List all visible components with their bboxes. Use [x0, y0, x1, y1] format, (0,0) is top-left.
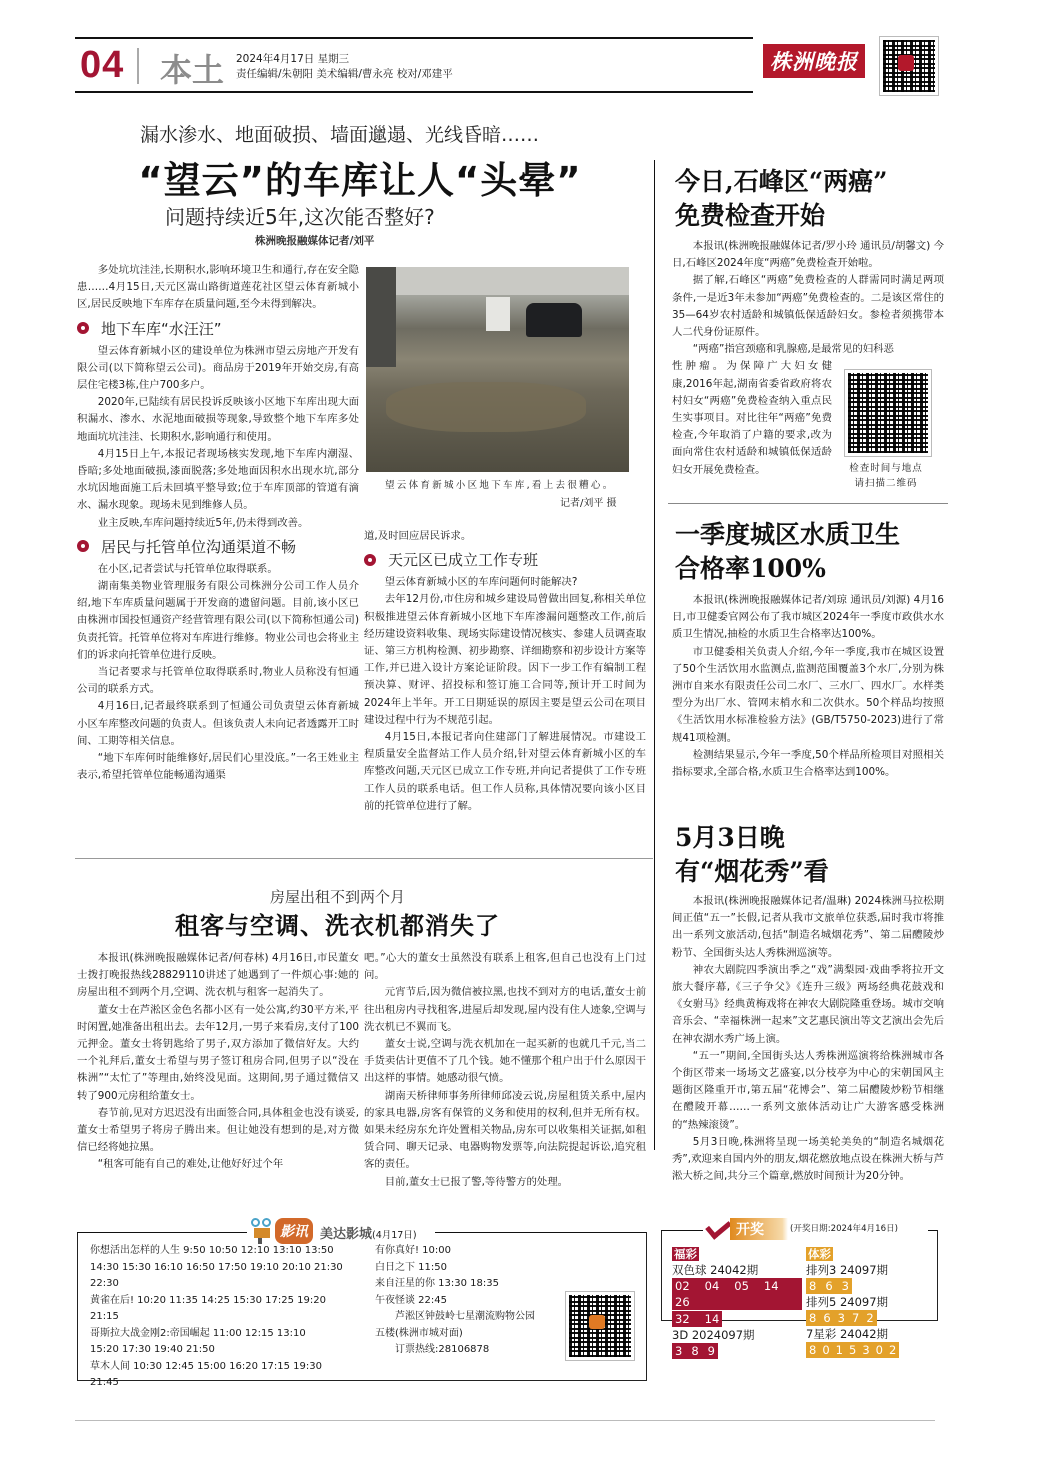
showtime-line: 你想活出怎样的人生 9:50 10:50 12:10 13:10 13:50 [90, 1245, 334, 1256]
projector-icon [251, 1218, 273, 1244]
water-headline-line2: 合格率100% [675, 554, 826, 583]
showtime-line: 白日之下 11:50 [375, 1261, 447, 1273]
showtime-line: 草木人间 10:30 12:45 15:00 16:20 17:15 19:30 [90, 1360, 322, 1372]
fc3d-label: 3D 2024097期 [672, 1328, 755, 1342]
cancer-paragraph: “两癌”指宫颈癌和乳腺癌,是最常见的妇科恶 [692, 343, 894, 356]
fireworks-paragraph: 神农大剧院四季演出季之“戏”满梨园·戏曲季将拉开文旅大餐序幕,《三子争父》《连升三级》两场经典花鼓戏和《女驸马》经典黄梅戏将在神农大剧院隆重登场。城市交响音乐会、“幸福株洲一起来”文艺惠民演出等文艺演出会先后在神农湖水秀广场上演。 [672, 963, 944, 1045]
qxc-label: 7星彩 24042期 [806, 1327, 889, 1341]
showtime-line: 15:20 17:30 19:40 21:50 [90, 1344, 215, 1355]
garage-photo [366, 267, 629, 472]
qr-caption-line2: 请扫描二维码 [854, 478, 918, 489]
cancer-qr-code[interactable] [845, 370, 931, 456]
water-paragraph: 检测结果显示,今年一季度,50个样品所检项目对照相关指标要求,全部合格,水质卫生合格率达到100%。 [672, 748, 944, 779]
showtime-line: 午夜怪谈 22:45 [375, 1294, 447, 1306]
fireworks-paragraph: 5月3日晚,株洲将呈现一场美轮美奂的“制造名城烟花秀”,欢迎来自国内外的朋友,烟花燃放地点设在株洲大桥与芦淞大桥之间,共分三个篇章,燃放时间预计为20分钟。 [672, 1135, 944, 1183]
pl5-label: 排列5 24097期 [806, 1295, 889, 1309]
showtime-line: 黄雀在后! 10:20 11:35 14:25 15:30 17:25 19:20 [90, 1294, 326, 1306]
cancer-paragraph: 性肿瘤。为保障广大妇女健康,2016年起,湖南省委省政府将农村妇女“两癌”免费检查纳入重点民生实事项目。对比往年“两癌”免费检查,今年取消了户籍的要求,改为面向常住农村适龄和城镇低保适龄妇女开展免费检查。 [672, 360, 832, 476]
lead-paragraph: 业主反映,车库问题持续近5年,仍未得到改善。 [97, 516, 309, 529]
lead-byline: 株洲晚报融媒体记者/刘平 [255, 235, 375, 247]
water-paragraph: 市卫健委相关负责人介绍,今年一季度,我市在城区设置了50个生活饮用水监测点,监测范围覆盖3个水厂,分别为株洲市自来水有限责任公司二水厂、三水厂、四水厂。水样类型分为出厂水、管网末梢水和二次供水。50个样品均按照《生活饮用水标准检验方法》(GB/T5750-2023)进行了常规41项检测。 [672, 645, 944, 744]
cancer-paragraph: 据了解,石峰区“两癌”免费检查的人群需同时满足两项条件,一是近3年未参加“两癌”免费检查的。二是该区常住的35—64岁农村适龄和城镇低保适龄妇女。参检者须携带本人二代身份证原件。 [672, 274, 944, 339]
cancer-paragraph: 本报讯(株洲晚报融媒体记者/罗小玲 通讯员/胡馨文) 今日,石峰区2024年度“两癌”免费检查开始啦。 [672, 240, 944, 270]
lead-kicker: 漏水渗水、地面破损、墙面邋遢、光线昏暗…… [140, 124, 540, 146]
rent-paragraph: 湖南天桥律师事务所律师邱凌云说,房屋租赁关系中,屋内的家具电器,房客有保管的义务和使用的权利,但并无所有权。如果未经房东允许处置相关物品,房东可以收集相关证据,如租赁合同、聊天记录、电器购物发票等,向法院提起诉讼,追究租客的责任。 [364, 1089, 646, 1171]
lead-paragraph: 去年12月份,市住房和城乡建设局曾做出回复,称相关单位积极推进望云体育新城小区地下车库渗漏问题整改工作,前后经历建设资料收集、现场实际建设情况核实、参建人员调查取证、第三方机构检测、初步勘察、详细勘察和初步设计方案等工作,并已进入设计方案论证阶段。因下一步工作有编制工程预决算、财评、招投标和签订施工合同等,预计开工时间为2024年上半年。开工日期延误的原因主要是望云公司在项目建设过程中行为不规范引起。 [364, 593, 646, 726]
photo-door [486, 297, 510, 331]
qr-caption-line1: 检查时间与地点 [849, 463, 923, 474]
cinema-box-top-left [77, 1232, 247, 1233]
lead-intro: 多处坑坑洼洼,长期积水,影响环境卫生和通行,存在安全隐患……4月15日,天元区嵩山路街道莲花社区望云体育新城小区,居民反映地下车库存在质量问题,至今未得到解决。 [77, 264, 359, 311]
pl5-balls: 8 6 3 7 2 [806, 1310, 877, 1326]
fucai-label: 福彩 [674, 1247, 697, 1261]
lead-paragraph: 4月16日,记者最终联系到了恒通公司负责望云体育新城小区车库整改问题的负责人。但该负责人未向记者透露开工时间、工期等相关信息。 [77, 700, 359, 747]
subhead-communication: 居民与托管单位沟通渠道不畅 [77, 536, 359, 557]
water-headline-line1: 一季度城区水质卫生 [675, 520, 901, 549]
cinema-address-line2: 五楼(株洲市城对面) [375, 1327, 463, 1339]
lottery-badge: 开奖 [730, 1218, 788, 1240]
lead-headline: “望云”的车库让人“头晕” [138, 159, 582, 202]
rent-paragraph: 目前,董女士已报了警,等待警方的处理。 [384, 1175, 569, 1188]
rent-paragraph: 董女士说,空调与洗衣机加在一起买新的也就几千元,当二手货卖估计更值不了几个钱。她不懂那个租户出于什么原因干出这样的事情。她感动很气愤。 [364, 1038, 646, 1085]
masthead-divider [137, 48, 139, 84]
ticai-label: 体彩 [808, 1247, 831, 1261]
cinema-badge: 影讯 [275, 1218, 313, 1244]
fireworks-paragraph: 本报讯(株洲晚报融媒体记者/温琳) 2024株洲马拉松期间正值“五一”长假,记者从我市文旅单位获悉,届时我市将推出一系列文旅活动,包括“制造名城烟花秀”、第二届醴陵炒粉节、全国街头达人秀株洲巡演等。 [672, 895, 944, 959]
cinema-box-top-right [435, 1232, 646, 1233]
ring-bullet-icon [364, 554, 376, 566]
lottery-draw-date: (开奖日期:2024年4月16日) [790, 1224, 899, 1234]
photo-credit: 记者/刘平 摄 [560, 498, 617, 509]
rent-paragraph: 本报讯(株洲晚报融媒体记者/何春林) 4月16日,市民董女士拨打晚报热线28829110讲述了她遇到了一件烦心事:她的房屋出租不到两个月,空调、洗衣机与租客一起消失了。 [77, 952, 359, 999]
fucai-section [672, 1246, 802, 1359]
lead-paragraph: 当记者要求与托管单位取得联系时,物业人员称没有恒通公司的联系方式。 [77, 666, 359, 696]
fireworks-body [672, 893, 944, 1185]
rent-paragraph: “租客可能有自己的难处,让他好好过个年 [97, 1158, 284, 1171]
rent-paragraph: 吧。”心大的董女士虽然没有联系上租客,但自己也没有上门过问。 [364, 952, 646, 982]
water-body [672, 592, 944, 781]
lead-deck: 问题持续近5年,这次能否整好? [165, 205, 435, 229]
paper-logo-text: 株洲晚报 [770, 49, 858, 74]
section-name: 本土 [160, 51, 225, 89]
story-separator [75, 858, 653, 859]
masthead-qr-center-icon [898, 55, 914, 71]
cancer-headline-line1: 今日,石峰区“两癌” [675, 167, 888, 196]
editors-line: 责任编辑/朱朝阳 美术编辑/曹永亮 校对/邓建平 [236, 68, 453, 80]
ticai-section [806, 1246, 931, 1358]
rent-headline: 租客与空调、洗衣机都消失了 [175, 911, 500, 940]
ssq-label: 双色球 24042期 [672, 1263, 759, 1277]
lead-paragraph: 在小区,记者尝试与托管单位取得联系。 [97, 562, 278, 575]
paper-logo [763, 44, 865, 78]
pl3-balls: 8 6 3 [806, 1278, 852, 1294]
ssq-row2-balls: 32 14 [672, 1311, 722, 1327]
showtime-line: 有你真好! 10:00 [375, 1245, 452, 1256]
showtime-line: 来自汪星的你 13:30 18:35 [375, 1278, 499, 1289]
showtime-line: 21:45 [90, 1377, 119, 1388]
lead-paragraph: 湖南集美物业管理服务有限公司株洲分公司工作人员介绍,地下车库质量问题属于开发商的遗留问题。目前,该小区已由株洲市国投恒通资产经营管理有限公司(以下简称恒通公司)负责托管。托管单位将对车库进行维修。物业公司也会将业主们的诉求向托管单位进行反映。 [77, 580, 359, 661]
ssq-red-balls: 02 04 05 1426 [672, 1278, 802, 1310]
qxc-balls: 8 0 1 5 3 0 2 [806, 1342, 899, 1358]
water-paragraph: 本报讯(株洲晚报融媒体记者/刘琼 通讯员/刘源) 4月16日,市卫健委官网公布了我市城区2024年一季度市政供水水质卫生情况,抽检的水质卫生合格率达100%。 [672, 594, 944, 641]
lottery-box-top-left [661, 1230, 703, 1231]
story-separator [668, 503, 948, 504]
rent-paragraph: 董女士在芦淞区金色名都小区有一处公寓,约30平方米,平时闲置,她准备出租出去。去年12月,一男子来看房,支付了100元押金。董女士将钥匙给了男子,双方添加了微信好友。大约一个礼拜后,董女士希望与男子签订租房合同,但男子以“没在株洲”“太忙了”等理由,始终没见面。这期间,男子通过微信又转了900元房租给董女士。 [77, 1003, 359, 1102]
lead-paragraph: “地下车库何时能维修好,居民们心里没底。”一名王姓业主表示,希望托管单位能畅通沟通渠 [77, 752, 359, 782]
cinema-qr-center-icon [589, 1315, 605, 1329]
lead-paragraph: 望云体育新城小区的建设单位为株洲市望云房地产开发有限公司(以下简称望云公司)。商品房于2019年开始交房,有高层住宅楼3栋,住户700多户。 [77, 344, 359, 392]
lead-column-2 [364, 528, 646, 815]
cancer-headline-line2: 免费检查开始 [675, 201, 826, 230]
cinema-address-line1: 芦淞区钟鼓岭七星潮流购物公园 [395, 1311, 535, 1322]
rent-paragraph: 元宵节后,因为微信被拉黑,也找不到对方的电话,董女士前往出租房内寻找租客,进屋后却发现,屋内没有住人迹象,空调与洗衣机已不翼而飞。 [364, 986, 646, 1033]
cinema-name: 美达影城(4月17日) [320, 1227, 417, 1242]
ring-bullet-icon [77, 322, 89, 334]
rent-kicker: 房屋出租不到两个月 [270, 888, 406, 906]
fireworks-headline-line2: 有“烟花秀”看 [675, 857, 829, 886]
masthead-bottom-rule [75, 91, 753, 93]
pl3-label: 排列3 24097期 [806, 1263, 889, 1277]
cinema-right-listing [375, 1243, 555, 1359]
photo-caption: 望云体育新城小区地下车库,看上去很糟心。 [385, 480, 615, 491]
rent-paragraph: 春节前,见对方迟迟没有出面签合同,具体租金也没有谈妥,董女士希望男子将房子腾出来。但让她没有想到的是,对方微信已经将她拉黑。 [77, 1106, 359, 1154]
page-bottom-rule [75, 1420, 935, 1421]
showtime-line: 21:15 [90, 1311, 119, 1322]
rent-column-1 [77, 950, 359, 1174]
photo-wall [366, 267, 396, 367]
fireworks-headline-line1: 5月3日晚 [675, 823, 785, 852]
lottery-box-top-right [928, 1230, 937, 1231]
issue-date: 2024年4月17日 星期三 [236, 53, 350, 65]
ring-bullet-icon [77, 540, 89, 552]
fc3d-balls: 3 8 9 [672, 1343, 718, 1359]
cinema-hotline: 订票热线:28106878 [395, 1344, 490, 1355]
lead-paragraph: 4月15日,本报记者向住建部门了解进展情况。市建设工程质量安全监督站工作人员介绍,针对望云体育新城小区的车库整改问题,天元区已成立工作专班,并向记者提供了工作专班工作人员的联系电话。但工作人员称,具体情况要向该小区目前的托管单位进行了解。 [364, 731, 646, 812]
lead-column-1 [77, 262, 359, 784]
top-rule [75, 37, 753, 39]
column-divider [654, 160, 655, 1150]
showtime-line: 哥斯拉大战金刚2:帝国崛起 11:00 12:15 13:10 [90, 1327, 306, 1339]
subhead-task-force: 天元区已成立工作专班 [364, 549, 646, 570]
rent-column-2 [364, 950, 646, 1191]
lead-paragraph: 望云体育新城小区的车库问题何时能解决? [384, 576, 578, 589]
fireworks-paragraph: “五一”期间,全国街头达人秀株洲巡演将给株洲城市各个街区带来一场场文艺盛宴,以分枝亭为中心的宋朝国风主题街区隆重开市,第五届“花博会”、第二届醴陵炒粉节相继在醴陵开幕……一系列文旅体活动让广大游客感受株洲的“热辣滚烫”。 [672, 1049, 944, 1131]
showtime-line: 14:30 15:30 16:10 16:50 17:50 19:10 20:10 21:30 22:30 [90, 1261, 343, 1289]
lead-paragraph: 2020年,已陆续有居民投诉反映该小区地下车库出现大面积漏水、渗水、水泥地面破损等现象,导致整个地下车库多处地面坑坑洼洼、长期积水,影响通行和使用。 [77, 396, 359, 443]
lead-paragraph: 4月15日上午,本报记者现场核实发现,地下车库内潮湿、昏暗;多处地面破损,漆面脱落;多处地面因积水出现水坑,部分水坑因地面施工后未回填平整导致;位于车库顶部的管道有滴水、漏水现象。现场未见到维修人员。 [77, 447, 359, 512]
page-number: 04 [80, 44, 125, 86]
lead-paragraph: 道,及时回应居民诉求。 [364, 530, 472, 542]
cinema-left-listing [90, 1243, 370, 1392]
photo-puddle [386, 382, 586, 432]
photo-car [526, 303, 582, 337]
subhead-underground-garage: 地下车库“水汪汪” [77, 318, 359, 339]
photo-ceiling [366, 267, 629, 295]
